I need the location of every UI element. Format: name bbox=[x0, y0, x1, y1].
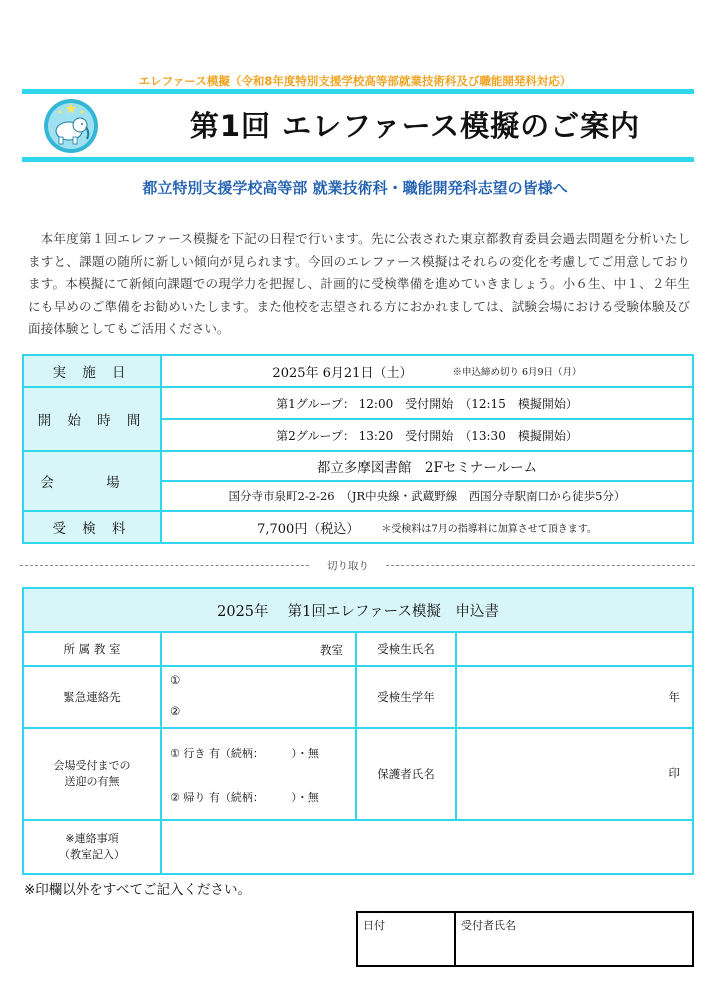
date-value: 2025年 6月21日（土） bbox=[272, 365, 413, 381]
date-cell bbox=[160, 354, 694, 388]
class-field[interactable] bbox=[160, 631, 357, 667]
class-suffix: 教室 bbox=[320, 643, 343, 657]
date-deadline-note: ※申込締め切り 6月9日（月） bbox=[452, 367, 582, 378]
group2-time: 第2グループ： 13:20 受付開始 （13:30 模擬開始） bbox=[160, 418, 694, 452]
page-title: 第1回 エレファース模擬のご案内 bbox=[189, 109, 641, 143]
date-label: 実 施 日 bbox=[22, 354, 162, 388]
transport-label-line2: 送迎の有無 bbox=[64, 775, 120, 788]
name-label: 受検生氏名 bbox=[355, 631, 457, 667]
notes-label-line1: ※連絡事項 bbox=[65, 832, 119, 845]
transport-label bbox=[22, 727, 162, 821]
transport-field[interactable] bbox=[160, 727, 357, 821]
name-field[interactable] bbox=[455, 631, 694, 667]
guardian-label: 保護者氏名 bbox=[355, 727, 457, 821]
contact-1: ① bbox=[170, 673, 181, 687]
notes-label bbox=[22, 819, 162, 875]
elephant-logo bbox=[42, 97, 100, 155]
contact-label: 緊急連絡先 bbox=[22, 665, 162, 729]
header-bottom-bar bbox=[22, 157, 694, 162]
venue-label: 会 場 bbox=[22, 450, 162, 512]
top-line: エレファース模擬（令和8年度特別支援学校高等部就業技術科及び職能開発科対応） bbox=[138, 74, 572, 88]
notes-field[interactable] bbox=[160, 819, 694, 875]
footnote: ※印欄以外をすべてご記入ください。 bbox=[24, 882, 252, 898]
office-date-label: 日付 bbox=[363, 919, 385, 932]
fee-value: 7,700円（税込） bbox=[257, 521, 360, 537]
venue-name: 都立多摩図書館 2Fセミナールーム bbox=[160, 450, 694, 482]
notes-label-line2: （教室記入） bbox=[59, 848, 125, 861]
contact-field[interactable] bbox=[160, 665, 357, 729]
time-label: 開 始 時 間 bbox=[22, 386, 162, 452]
header-top-bar bbox=[22, 89, 694, 94]
class-label: 所 属 教 室 bbox=[22, 631, 162, 667]
intro-paragraph: 本年度第１回エレファース模擬を下記の日程で行います。先に公表された東京都教育委員会過去問題を分析いたしますと、課題の随所に新しい傾向が見られます。今回のエレファース模擬はそれらの変化を考慮してご用意しております。本模擬にて新傾向課題での現学力を把握し、計画的に受検準備を進めていきましょう。小６生、中１、２年生にも早めのご準備をお勧めいたします。また他校を志望される方におかれましては、試験会場における受験体験及び面接体験としてもご活用ください。 bbox=[28, 231, 690, 336]
grade-label: 受検生学年 bbox=[355, 665, 457, 729]
office-receiver-box[interactable] bbox=[454, 911, 694, 967]
contact-2: ② bbox=[170, 704, 181, 718]
fee-cell bbox=[160, 510, 694, 544]
form-heading: 2025年 第1回エレファース模擬 申込書 bbox=[22, 587, 694, 633]
venue-address: 国分寺市泉町2-2-26 （JR中央線・武蔵野線 西国分寺駅南口から徒歩5分） bbox=[160, 480, 694, 512]
guardian-field[interactable] bbox=[455, 727, 694, 821]
office-date-box[interactable] bbox=[356, 911, 456, 967]
grade-suffix: 年 bbox=[668, 690, 680, 704]
transport-label-line1: 会場受付までの bbox=[53, 759, 131, 772]
transport-2: ② 帰り 有（続柄： ）・無 bbox=[170, 791, 319, 804]
cut-label: 切り取り bbox=[310, 558, 386, 573]
group1-time: 第1グループ： 12:00 受付開始 （12:15 模擬開始） bbox=[160, 386, 694, 420]
fee-label: 受 検 料 bbox=[22, 510, 162, 544]
seal-mark: 印 bbox=[668, 766, 680, 780]
transport-1: ① 行き 有（続柄： ）・無 bbox=[170, 747, 319, 760]
grade-field[interactable] bbox=[455, 665, 694, 729]
office-receiver-label: 受付者氏名 bbox=[461, 919, 516, 932]
fee-note: ＊受検料は7月の指導料に加算させて頂きます。 bbox=[381, 523, 597, 535]
subtitle: 都立特別支援学校高等部 就業技術科・職能開発科志望の皆様へ bbox=[142, 179, 568, 197]
